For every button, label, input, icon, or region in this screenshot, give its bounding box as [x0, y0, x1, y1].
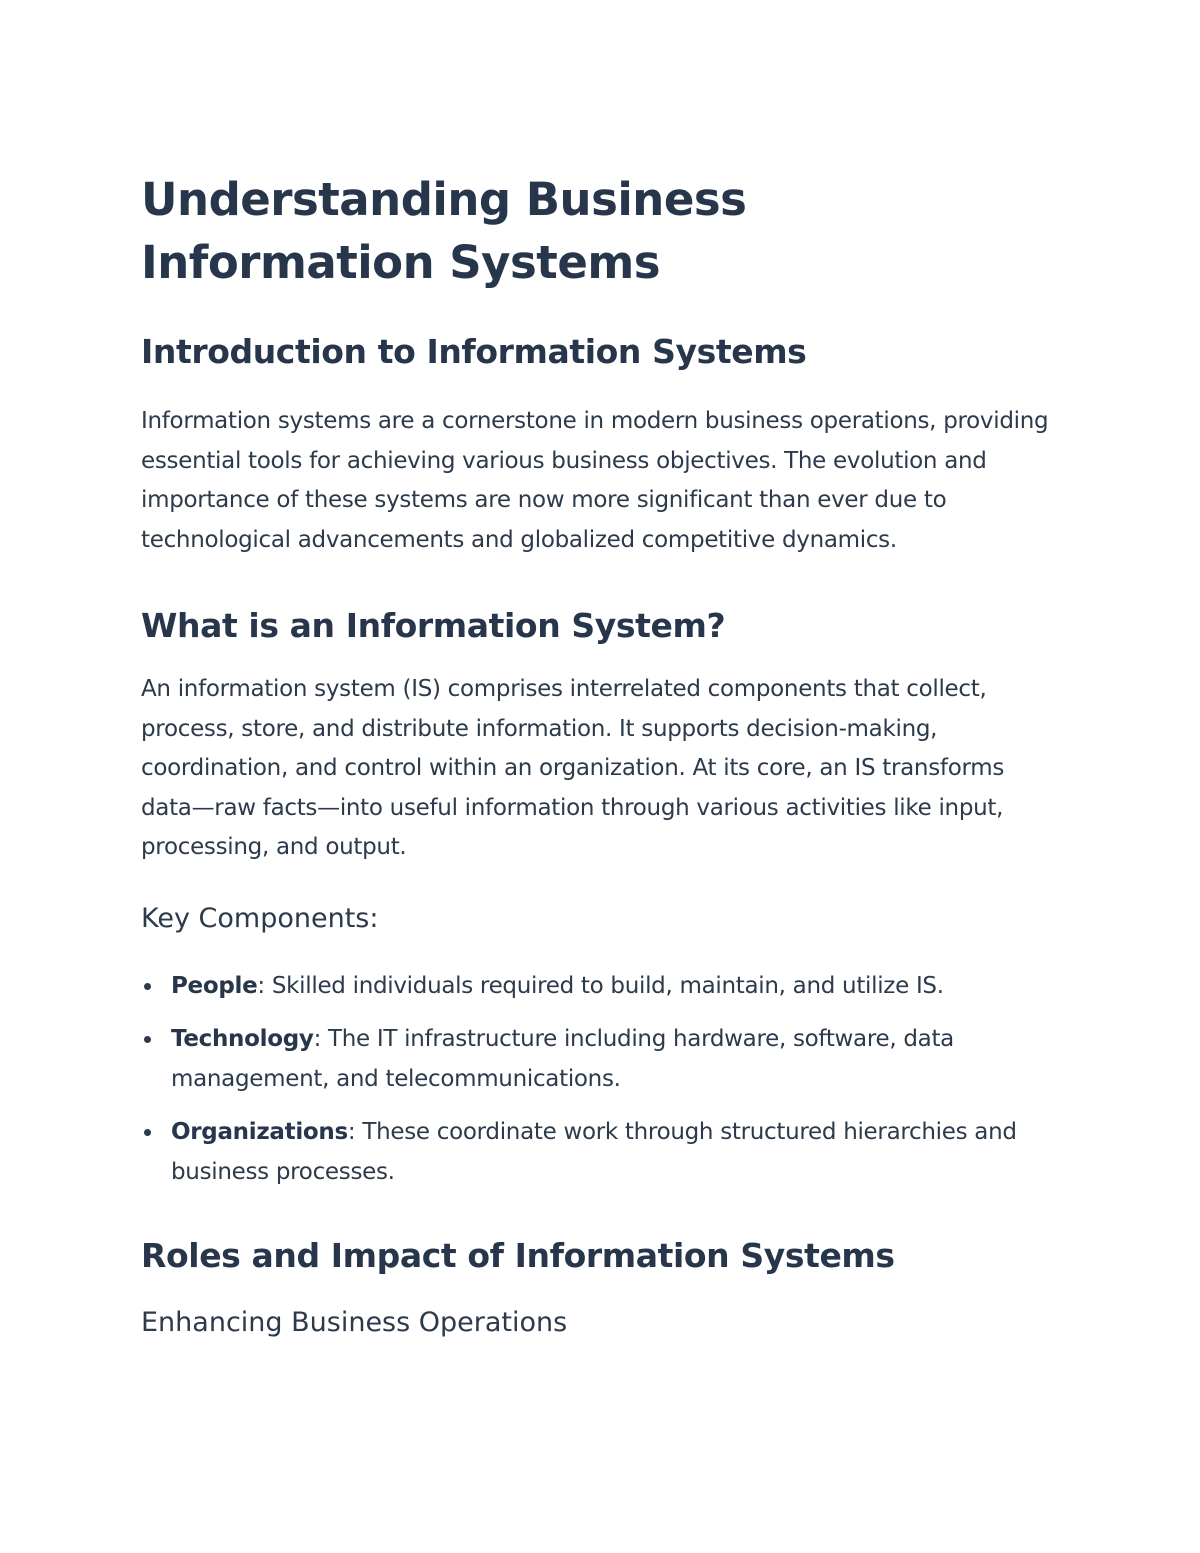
- section-what-is-is: [141, 604, 1050, 1192]
- section-roles-impact: [141, 1234, 1050, 1342]
- section-introduction: [141, 330, 1050, 560]
- component-term: Organizations: [171, 1118, 348, 1145]
- section-heading-what-is-is: What is an Information System?: [141, 606, 726, 645]
- key-components-list: [141, 966, 1050, 1192]
- section-heading-roles-impact: Roles and Impact of Information Systems: [141, 1235, 895, 1275]
- component-description: : Skilled individuals required to build, maintain, and utilize IS.: [257, 972, 944, 999]
- component-term: People: [171, 972, 258, 999]
- subheading-enhancing-operations: Enhancing Business Operations: [141, 1306, 568, 1338]
- component-term: Technology: [171, 1025, 314, 1052]
- list-item: [141, 966, 1050, 1006]
- bullet-icon: [144, 1036, 151, 1043]
- document-title: Understanding Business Information Systems: [141, 173, 747, 289]
- subheading-key-components: Key Components:: [141, 902, 379, 934]
- paragraph-what-is-is: An information system (IS) comprises interrelated components that collect, process, store, and distribute information. It supports decision-making, coordination, and control within an organization. At its core, an IS transforms data—raw facts—into useful information through various activities like input, processing, and output.: [141, 676, 1005, 860]
- bullet-icon: [144, 983, 151, 990]
- bullet-icon: [144, 1129, 151, 1136]
- component-description: : These coordinate work through structured hierarchies and business processes.: [171, 1118, 1017, 1185]
- list-item: [141, 1112, 1050, 1192]
- list-item: [141, 1019, 1050, 1099]
- paragraph-introduction: Information systems are a cornerstone in modern business operations, providing essential tools for achieving various business objectives. The evolution and importance of these systems are now more significant than ever due to technological advancements and globalized competitive dynamics.: [141, 408, 1049, 553]
- section-heading-introduction: Introduction to Information Systems: [141, 332, 807, 371]
- component-description: : The IT infrastructure including hardware, software, data management, and telecommunications.: [171, 1025, 954, 1092]
